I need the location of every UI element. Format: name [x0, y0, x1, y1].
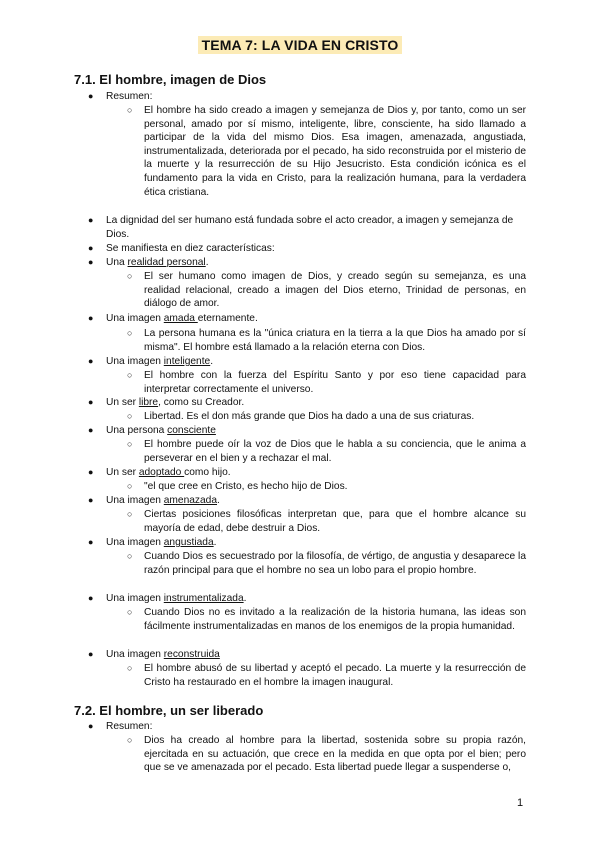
item-prefix: Un ser	[106, 397, 139, 408]
circle-bullet-icon: ○	[127, 481, 133, 491]
item-keyword: amenazada	[163, 495, 218, 506]
item-suffix: , como su Creador.	[158, 397, 245, 408]
circle-bullet-icon: ○	[127, 607, 133, 617]
item-keyword: angustiada	[163, 537, 214, 548]
resumen-text-2: Dios ha creado al hombre para la libertad, sostenida sobre su propia razón, ejercitada en su actuación, que crece en la medida en que opta por el bien; pero que se ve amenazada por el pecado. Esta libertad puede llegar a suspenderse o,	[144, 735, 526, 774]
item-suffix: como hijo.	[184, 467, 231, 478]
bullet-icon: ●	[88, 537, 94, 547]
page-number: 1	[517, 797, 524, 809]
list-item-characteristic	[88, 424, 526, 438]
bullet-icon: ●	[88, 425, 94, 435]
resumen-label: Resumen:	[106, 91, 153, 102]
bullet-icon: ●	[88, 649, 94, 659]
subitem-text: El hombre puede oír la voz de Dios que le habla a su conciencia, que le anima a perseverar en el bien y a rechazar el mal.	[144, 439, 526, 464]
item-prefix: Una persona	[106, 425, 168, 436]
list-item-characteristic	[88, 355, 526, 369]
item-suffix: .	[213, 537, 217, 548]
item-keyword: consciente	[167, 425, 216, 436]
bullet-icon: ●	[88, 467, 94, 477]
subitem-text: Ciertas posiciones filosóficas interpretan que, para que el hombre alcance su mayoría de edad, debe destruir a Dios.	[144, 509, 526, 534]
list-item-characteristic	[88, 494, 526, 508]
resumen-paragraph-2	[127, 734, 526, 775]
item-prefix: Una imagen	[106, 495, 164, 506]
bullet-icon: ●	[88, 721, 94, 731]
subitem-text: La persona humana es la "única criatura en la tierra a la que Dios ha amado por sí misma". El hombre está llamado a la relación eterna con Dios.	[144, 328, 526, 353]
bullet-icon: ●	[88, 243, 94, 253]
item-suffix: .	[217, 495, 220, 506]
circle-bullet-icon: ○	[127, 105, 133, 115]
bullet-icon: ●	[88, 257, 94, 267]
bullet-icon: ●	[88, 356, 94, 366]
item-prefix: Una imagen	[106, 593, 164, 604]
circle-bullet-icon: ○	[127, 439, 133, 449]
list-item-manifiesta	[88, 242, 526, 256]
bullet-icon: ●	[88, 313, 94, 323]
item-keyword: instrumentalizada	[163, 593, 244, 604]
item-keyword: libre	[138, 397, 159, 408]
item-keyword: realidad personal	[127, 257, 206, 268]
section-heading-1: 7.1. El hombre, imagen de Dios	[74, 72, 267, 87]
item-prefix: Una imagen	[106, 313, 164, 324]
item-suffix: eternamente.	[197, 313, 258, 324]
bullet-icon: ●	[88, 91, 94, 101]
circle-bullet-icon: ○	[127, 328, 133, 338]
item-suffix: .	[210, 356, 214, 367]
list-subitem	[127, 410, 526, 424]
list-subitem	[127, 369, 526, 396]
item-keyword: inteligente	[163, 356, 211, 367]
circle-bullet-icon: ○	[127, 411, 133, 421]
subitem-text: "el que cree en Cristo, es hecho hijo de Dios.	[144, 481, 348, 492]
circle-bullet-icon: ○	[127, 370, 133, 380]
list-item-resumen	[88, 90, 526, 104]
circle-bullet-icon: ○	[127, 551, 133, 561]
item-prefix: Una imagen	[106, 649, 164, 660]
item-keyword: reconstruida	[163, 649, 220, 660]
list-item-characteristic	[88, 648, 526, 662]
section-heading-2: 7.2. El hombre, un ser liberado	[74, 703, 264, 718]
list-item-resumen-2	[88, 720, 526, 734]
subitem-text: El ser humano como imagen de Dios, y creado según su semejanza, es una realidad relacional, creado a imagen del Dios eterno, Trinidad de personas, en diálogo de amor.	[144, 271, 526, 310]
item-prefix: Una	[106, 257, 128, 268]
list-item-characteristic	[88, 396, 526, 410]
list-subitem	[127, 550, 526, 577]
list-item-dignidad	[88, 214, 526, 241]
list-item-characteristic	[88, 312, 526, 326]
list-subitem	[127, 508, 526, 535]
bullet-icon: ●	[88, 593, 94, 603]
list-item-characteristic	[88, 592, 526, 606]
circle-bullet-icon: ○	[127, 663, 133, 673]
subitem-text: El hombre con la fuerza del Espíritu Santo y por eso tiene capacidad para interpretar correctamente el universo.	[144, 370, 526, 395]
circle-bullet-icon: ○	[127, 735, 133, 745]
list-subitem	[127, 480, 526, 494]
item-suffix: .	[205, 257, 209, 268]
resumen-text: El hombre ha sido creado a imagen y semejanza de Dios y, por tanto, como un ser personal, amado por sí mismo, inteligente, libre, consciente, ha sido llamado a participar de la vida del mismo Dios. Esa imagen, amenazada, angustiada, instrumentalizada, deteriorada por el pecado, ha sido reconstruida por el misterio de la muerte y la resurrección de su Hijo Jesucristo. Esta condición icónica es el fundamento para la vida en Cristo, para la realización humana, para la verdadera ética cristiana.	[144, 105, 526, 198]
dignidad-text: La dignidad del ser humano está fundada sobre el acto creador, a imagen y semejanza de Dios.	[106, 215, 514, 240]
list-subitem	[127, 606, 526, 633]
list-subitem	[127, 662, 526, 689]
item-keyword: amada	[163, 313, 198, 324]
item-suffix: .	[243, 593, 247, 604]
bullet-icon: ●	[88, 495, 94, 505]
subitem-text: Libertad. Es el don más grande que Dios ha dado a una de sus criaturas.	[144, 411, 475, 422]
manifiesta-text: Se manifiesta en diez características:	[106, 243, 275, 254]
page-title: TEMA 7: LA VIDA EN CRISTO	[198, 36, 403, 54]
item-prefix: Una imagen	[106, 356, 164, 367]
circle-bullet-icon: ○	[127, 271, 133, 281]
item-prefix: Un ser	[106, 467, 139, 478]
subitem-text: Cuando Dios no es invitado a la realización de la historia humana, las ideas son fácilmente instrumentalizadas en manos de los enemigos de la propia humanidad.	[144, 607, 526, 632]
bullet-icon: ●	[88, 397, 94, 407]
list-subitem	[127, 270, 526, 311]
bullet-icon: ●	[88, 215, 94, 225]
title-wrap	[0, 36, 600, 55]
list-item-characteristic	[88, 536, 526, 550]
subitem-text: Cuando Dios es secuestrado por la filosofía, de vértigo, de angustia y desaparece la razón principal para que el hombre no sea un lobo para el propio hombre.	[144, 551, 526, 576]
resumen-paragraph	[127, 104, 526, 199]
list-item-characteristic	[88, 256, 526, 270]
circle-bullet-icon: ○	[127, 509, 133, 519]
item-keyword: adoptado	[138, 467, 185, 478]
item-prefix: Una imagen	[106, 537, 164, 548]
list-subitem	[127, 327, 526, 354]
resumen-label-2: Resumen:	[106, 721, 153, 732]
list-subitem	[127, 438, 526, 465]
list-item-characteristic	[88, 466, 526, 480]
subitem-text: El hombre abusó de su libertad y aceptó el pecado. La muerte y la resurrección de Cristo ha restaurado en el hombre la imagen inaugural.	[144, 663, 526, 688]
